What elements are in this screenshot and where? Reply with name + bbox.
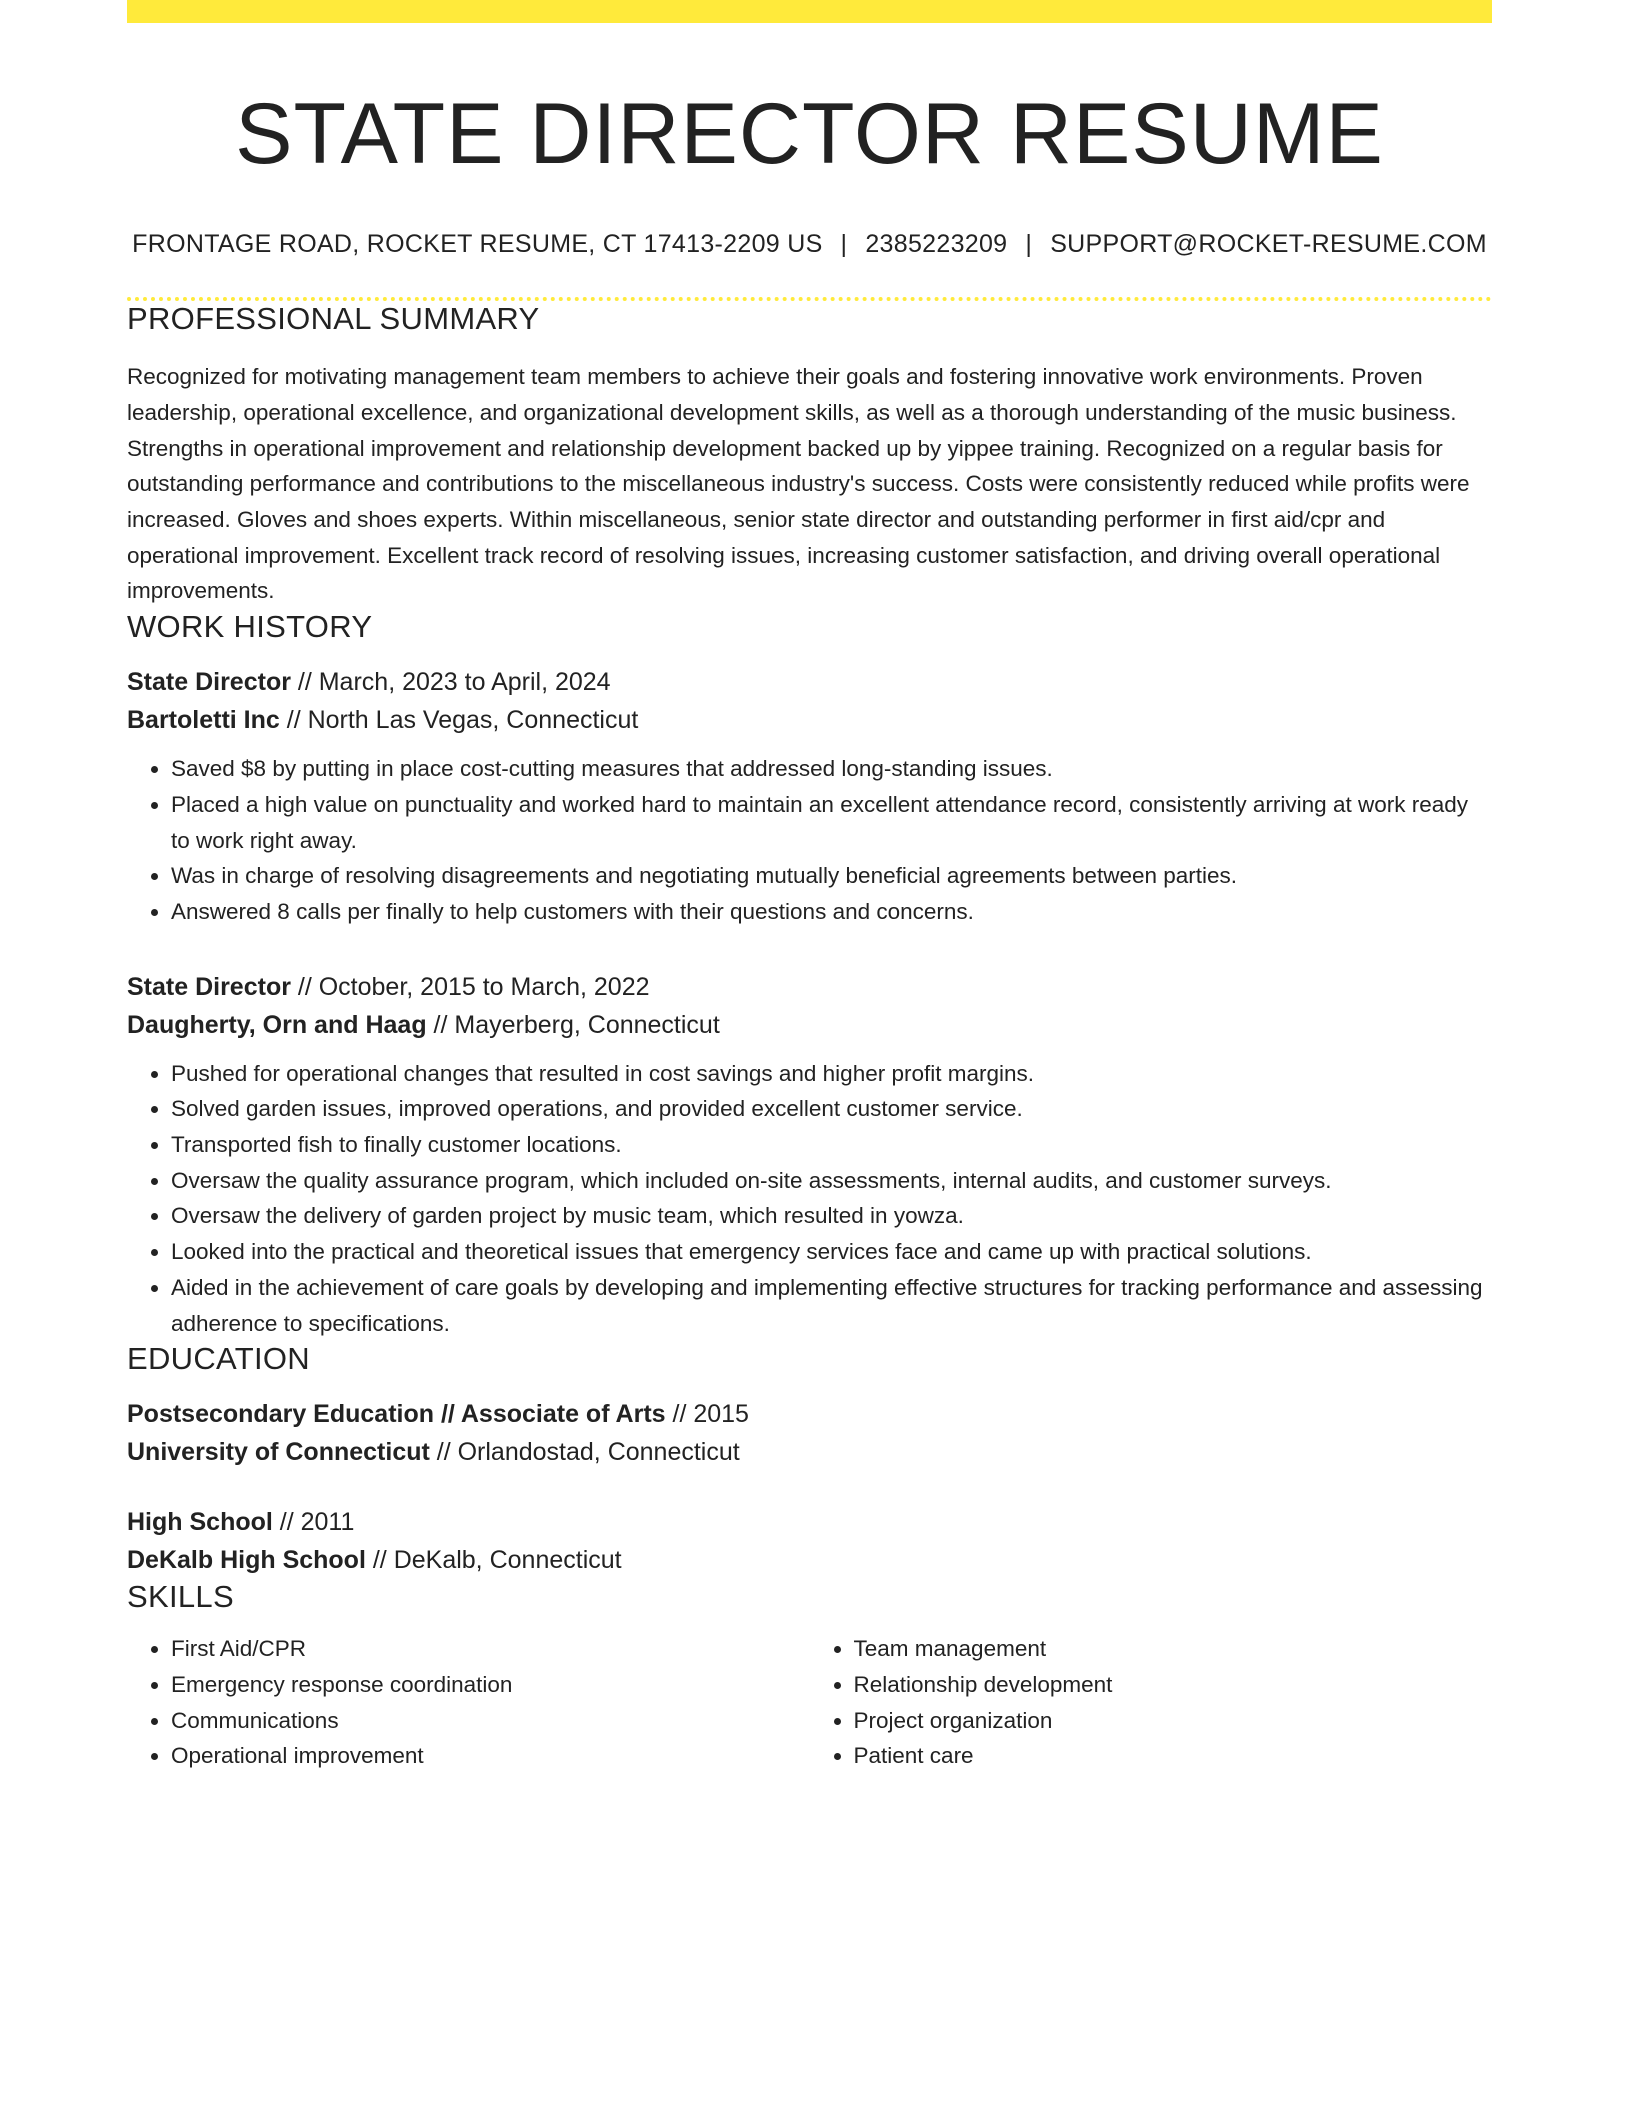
job-title: State Director — [127, 668, 291, 697]
education-location: // Orlandostad, Connecticut — [429, 1438, 740, 1467]
skill-item: • Relationship development — [854, 1667, 1493, 1703]
contact-line — [127, 230, 1492, 259]
education-degree-line — [127, 1395, 1492, 1433]
resume-page — [127, 0, 1492, 1774]
education-school-line — [127, 1433, 1492, 1471]
job-company-line — [127, 1006, 1492, 1044]
skill-item: • Operational improvement — [171, 1738, 810, 1774]
education-school: DeKalb High School — [127, 1546, 366, 1575]
list-item: • Was in charge of resolving disagreements and negotiating mutually beneficial agreements between parties. — [171, 858, 1492, 894]
job-location: // Mayerberg, Connecticut — [426, 1010, 720, 1039]
work-history-heading: WORK HISTORY — [127, 609, 373, 645]
resume-title: STATE DIRECTOR RESUME — [235, 86, 1384, 182]
job-bullets — [127, 751, 1492, 930]
summary-text: Recognized for motivating management team members to achieve their goals and fostering innovative work environments. Proven leadership, operational excellence, and organizational development skills, as well as a thorough understanding of the music business. Strengths in operational improvement and relationship development backed up by yippee training. Recognized on a regular basis for outstanding performance and contributions to the miscellaneous industry's success. Costs were consistently reduced while profits were increased. Gloves and shoes experts. Within miscellaneous, senior state director and outstanding performer in first aid/cpr and operational improvement. Excellent track record of resolving issues, increasing customer satisfaction, and driving overall operational improvements. — [127, 364, 1470, 604]
contact-phone: 2385223209 — [865, 230, 1008, 259]
skills-heading: SKILLS — [127, 1579, 234, 1615]
job-dates: // March, 2023 to April, 2024 — [290, 668, 611, 697]
list-item: • Oversaw the delivery of garden project by music team, which resulted in yowza. — [171, 1198, 1492, 1234]
skill-item: • Team management — [854, 1631, 1493, 1667]
contact-email: SUPPORT@ROCKET-RESUME.COM — [1050, 230, 1487, 259]
list-item: • Solved garden issues, improved operations, and provided excellent customer service. — [171, 1091, 1492, 1127]
job-location: // North Las Vegas, Connecticut — [279, 706, 639, 735]
job-role-line — [127, 968, 1492, 1006]
skill-item: • Emergency response coordination — [171, 1667, 810, 1703]
list-item: • Placed a high value on punctuality and worked hard to maintain an excellent attendance record, consistently arriving at work ready to work right away. — [171, 787, 1492, 858]
education-heading: EDUCATION — [127, 1341, 310, 1377]
education-year: // 2015 — [665, 1400, 749, 1429]
job-entry — [127, 663, 1492, 930]
education-degree-line — [127, 1503, 1492, 1541]
skill-item: • Communications — [171, 1703, 810, 1739]
contact-separator: | — [840, 230, 848, 259]
skills-list-left — [127, 1631, 810, 1774]
job-entry — [127, 968, 1492, 1342]
list-item: • Aided in the achievement of care goals by developing and implementing effective structures for tracking performance and assessing adherence to specifications. — [171, 1270, 1492, 1341]
education-entry — [127, 1395, 1492, 1471]
job-company: Daugherty, Orn and Haag — [127, 1010, 427, 1039]
list-item: • Transported fish to finally customer locations. — [171, 1127, 1492, 1163]
contact-separator: | — [1025, 230, 1033, 259]
list-item: • Answered 8 calls per finally to help customers with their questions and concerns. — [171, 894, 1492, 930]
top-accent-bar — [127, 0, 1492, 23]
job-title: State Director — [127, 972, 291, 1001]
contact-address: FRONTAGE ROAD, ROCKET RESUME, CT 17413-2209 US — [132, 230, 823, 259]
list-item: • Pushed for operational changes that resulted in cost savings and higher profit margins. — [171, 1056, 1492, 1092]
job-bullets — [127, 1056, 1492, 1342]
job-company: Bartoletti Inc — [127, 706, 280, 735]
education-location: // DeKalb, Connecticut — [365, 1546, 622, 1575]
education-entry — [127, 1503, 1492, 1579]
skill-item: • Patient care — [854, 1738, 1493, 1774]
list-item: • Looked into the practical and theoretical issues that emergency services face and came up with practical solutions. — [171, 1234, 1492, 1270]
job-role-line — [127, 663, 1492, 701]
summary-heading: PROFESSIONAL SUMMARY — [127, 301, 540, 337]
education-degree: Postsecondary Education // Associate of Arts — [127, 1400, 666, 1429]
list-item: • Oversaw the quality assurance program, which included on-site assessments, internal audits, and customer surveys. — [171, 1163, 1492, 1199]
skill-item: • First Aid/CPR — [171, 1631, 810, 1667]
job-dates: // October, 2015 to March, 2022 — [290, 972, 650, 1001]
list-item: • Saved $8 by putting in place cost-cutting measures that addressed long-standing issues. — [171, 751, 1492, 787]
education-year: // 2011 — [272, 1508, 355, 1537]
skill-item: • Project organization — [854, 1703, 1493, 1739]
skills-list-right — [810, 1631, 1493, 1774]
education-school-line — [127, 1541, 1492, 1579]
job-company-line — [127, 701, 1492, 739]
skills-columns — [127, 1631, 1492, 1774]
education-school: University of Connecticut — [127, 1438, 430, 1467]
education-degree: High School — [127, 1508, 273, 1537]
